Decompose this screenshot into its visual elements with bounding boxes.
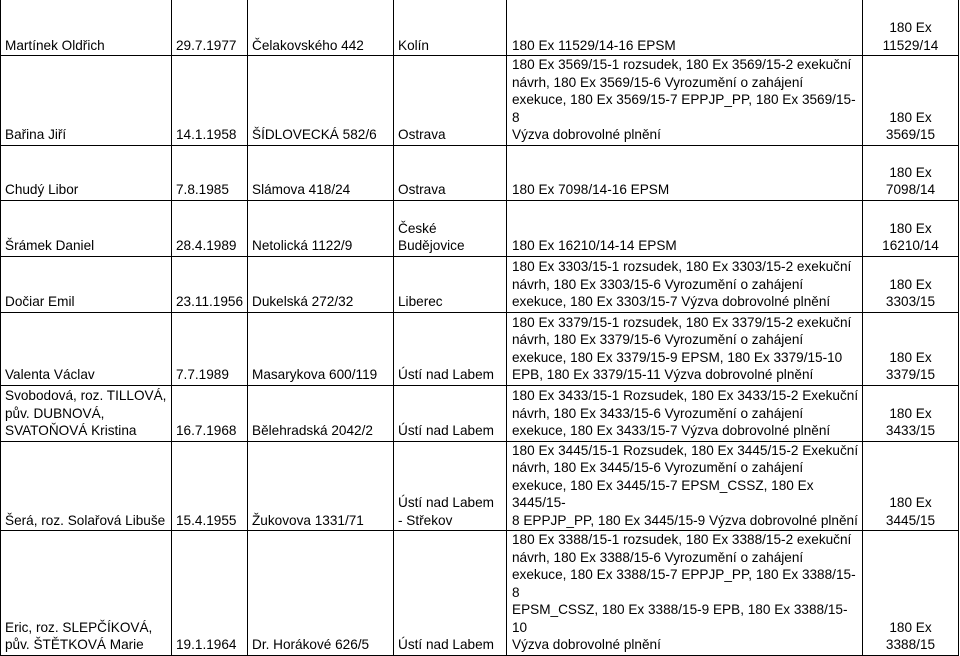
birth-date-cell: 23.11.1956 bbox=[172, 256, 248, 312]
name-cell: Šrámek Daniel bbox=[1, 200, 172, 256]
table-row bbox=[1, 385, 959, 441]
birth-date-cell: 7.8.1985 bbox=[172, 145, 248, 200]
name-cell: Eric, roz. SLEPČÍKOVÁ, pův. ŠTĚTKOVÁ Marie bbox=[1, 531, 172, 656]
file-number-cell: 180 Ex 3433/15 bbox=[863, 385, 959, 441]
name-cell: Chudý Libor bbox=[1, 145, 172, 200]
file-number-cell: 180 Ex 3303/15 bbox=[863, 256, 959, 312]
case-cell: 180 Ex 7098/14-16 EPSM bbox=[507, 145, 863, 200]
birth-date-cell: 7.7.1989 bbox=[172, 312, 248, 385]
file-number-cell: 180 Ex 16210/14 bbox=[863, 200, 959, 256]
file-number-cell: 180 Ex 3569/15 bbox=[863, 56, 959, 146]
name-cell: Dočiar Emil bbox=[1, 256, 172, 312]
birth-date-cell: 28.4.1989 bbox=[172, 200, 248, 256]
table-row bbox=[1, 0, 959, 56]
name-cell: Bařina Jiří bbox=[1, 56, 172, 146]
address-cell: Dukelská 272/32 bbox=[248, 256, 394, 312]
case-cell: 180 Ex 16210/14-14 EPSM bbox=[507, 200, 863, 256]
table-row bbox=[1, 441, 959, 531]
case-cell: 180 Ex 3303/15-1 rozsudek, 180 Ex 3303/15-2 exekuční návrh, 180 Ex 3303/15-6 Vyrozumění o zahájení exekuce, 180 Ex 3303/15-7 Výzva dobrovolné plnění bbox=[507, 256, 863, 312]
table-row bbox=[1, 312, 959, 385]
city-cell: Ústí nad Labem bbox=[394, 531, 507, 656]
birth-date-cell: 29.7.1977 bbox=[172, 0, 248, 56]
address-cell: ŠÍDLOVECKÁ 582/6 bbox=[248, 56, 394, 146]
name-cell: Svobodová, roz. TILLOVÁ, pův. DUBNOVÁ, SVATOŇOVÁ Kristina bbox=[1, 385, 172, 441]
file-number-cell: 180 Ex 11529/14 bbox=[863, 0, 959, 56]
name-cell: Šerá, roz. Solařová Libuše bbox=[1, 441, 172, 531]
city-cell: Ústí nad Labem - Střekov bbox=[394, 441, 507, 531]
birth-date-cell: 19.1.1964 bbox=[172, 531, 248, 656]
city-cell: Ústí nad Labem bbox=[394, 312, 507, 385]
city-cell: Ústí nad Labem bbox=[394, 385, 507, 441]
case-cell: 180 Ex 3433/15-1 Rozsudek, 180 Ex 3433/15-2 Exekuční návrh, 180 Ex 3433/15-6 Vyrozumění o zahájení exekuce, 180 Ex 3433/15-7 Výzva dobrovolné plnění bbox=[507, 385, 863, 441]
address-cell: Slámova 418/24 bbox=[248, 145, 394, 200]
address-cell: Bělehradská 2042/2 bbox=[248, 385, 394, 441]
name-cell: Valenta Václav bbox=[1, 312, 172, 385]
table-row bbox=[1, 256, 959, 312]
birth-date-cell: 16.7.1968 bbox=[172, 385, 248, 441]
file-number-cell: 180 Ex 3445/15 bbox=[863, 441, 959, 531]
address-cell: Masarykova 600/119 bbox=[248, 312, 394, 385]
table-row bbox=[1, 531, 959, 656]
city-cell: České Budějovice bbox=[394, 200, 507, 256]
file-number-cell: 180 Ex 7098/14 bbox=[863, 145, 959, 200]
case-cell: 180 Ex 11529/14-16 EPSM bbox=[507, 0, 863, 56]
case-cell: 180 Ex 3569/15-1 rozsudek, 180 Ex 3569/15-2 exekuční návrh, 180 Ex 3569/15-6 Vyrozumění o zahájení exekuce, 180 Ex 3569/15-7 EPPJP_PP, 180 Ex 3569/15-8 Výzva dobrovolné plnění bbox=[507, 56, 863, 146]
address-cell: Netolická 1122/9 bbox=[248, 200, 394, 256]
city-cell: Ostrava bbox=[394, 145, 507, 200]
table-row bbox=[1, 200, 959, 256]
city-cell: Ostrava bbox=[394, 56, 507, 146]
name-cell: Martínek Oldřich bbox=[1, 0, 172, 56]
address-cell: Čelakovského 442 bbox=[248, 0, 394, 56]
city-cell: Kolín bbox=[394, 0, 507, 56]
case-cell: 180 Ex 3445/15-1 Rozsudek, 180 Ex 3445/15-2 Exekuční návrh, 180 Ex 3445/15-6 Vyrozumění o zahájení exekuce, 180 Ex 3445/15-7 EPSM_CSSZ, 180 Ex 3445/15- 8 EPPJP_PP, 180 Ex 3445/15-9 Výzva dobrovolné plnění bbox=[507, 441, 863, 531]
file-number-cell: 180 Ex 3388/15 bbox=[863, 531, 959, 656]
city-cell: Liberec bbox=[394, 256, 507, 312]
table-row bbox=[1, 145, 959, 200]
birth-date-cell: 15.4.1955 bbox=[172, 441, 248, 531]
case-cell: 180 Ex 3379/15-1 rozsudek, 180 Ex 3379/15-2 exekuční návrh, 180 Ex 3379/15-6 Vyrozumění o zahájení exekuce, 180 Ex 3379/15-9 EPSM, 180 Ex 3379/15-10 EPB, 180 Ex 3379/15-11 Výzva dobrovolné plnění bbox=[507, 312, 863, 385]
table-row bbox=[1, 56, 959, 146]
address-cell: Dr. Horákové 626/5 bbox=[248, 531, 394, 656]
birth-date-cell: 14.1.1958 bbox=[172, 56, 248, 146]
address-cell: Žukovova 1331/71 bbox=[248, 441, 394, 531]
file-number-cell: 180 Ex 3379/15 bbox=[863, 312, 959, 385]
case-cell: 180 Ex 3388/15-1 rozsudek, 180 Ex 3388/15-2 exekuční návrh, 180 Ex 3388/15-6 Vyrozumění o zahájení exekuce, 180 Ex 3388/15-7 EPPJP_PP, 180 Ex 3388/15-8 EPSM_CSSZ, 180 Ex 3388/15-9 EPB, 180 Ex 3388/15-10 Výzva dobrovolné plnění bbox=[507, 531, 863, 656]
